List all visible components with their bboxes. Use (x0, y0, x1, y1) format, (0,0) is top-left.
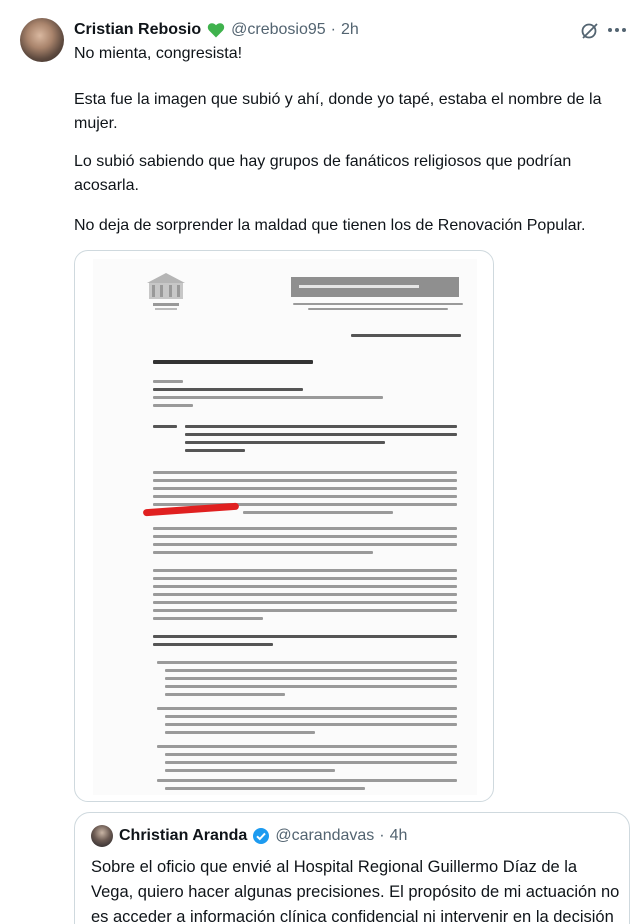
attached-document-image[interactable] (74, 250, 494, 802)
post-text-paragraph: No mienta, congresista! (74, 45, 243, 62)
verified-badge-icon (252, 827, 270, 845)
time-separator: · (330, 21, 336, 38)
document-page (93, 259, 477, 795)
grok-icon[interactable] (580, 21, 600, 41)
document-banner (291, 277, 459, 297)
more-options-icon[interactable] (608, 28, 630, 34)
quoted-author-handle[interactable]: @carandavas (275, 827, 375, 844)
author-name[interactable]: Cristian Rebosio (74, 21, 202, 38)
green-heart-icon (206, 20, 226, 40)
post-text-paragraph: No deja de sorprender la maldad que tienen los de Renovación Popular. (74, 217, 586, 234)
post-timestamp[interactable]: 2h (340, 21, 359, 38)
document-reference (153, 360, 313, 364)
post-text-paragraph: Lo subió sabiendo que hay grupos de fanáticos religiosos que podrían acosarla. (74, 153, 572, 194)
quoted-post-header (119, 825, 407, 847)
quoted-post-timestamp[interactable]: 4h (389, 827, 408, 844)
post-text-paragraph: Esta fue la imagen que subió y ahí, donde yo tapé, estaba el nombre de la mujer. (74, 91, 602, 132)
author-handle[interactable]: @crebosio95 (231, 21, 326, 38)
quoted-time-separator: · (379, 827, 385, 844)
quoted-author-avatar[interactable] (91, 825, 113, 847)
quoted-author-name[interactable]: Christian Aranda (119, 827, 248, 844)
quoted-post[interactable] (74, 812, 630, 924)
quoted-post-text: Sobre el oficio que envié al Hospital Regional Guillermo Díaz de la Vega, quiero hacer algunas precisiones. El propósito de mi actuación no es acceder a información clínica confidencial ni intervenir en la decisión (91, 858, 620, 924)
document-date (351, 334, 461, 337)
author-avatar[interactable] (20, 18, 64, 62)
congress-crest-icon (143, 269, 189, 315)
post-header (74, 18, 359, 42)
